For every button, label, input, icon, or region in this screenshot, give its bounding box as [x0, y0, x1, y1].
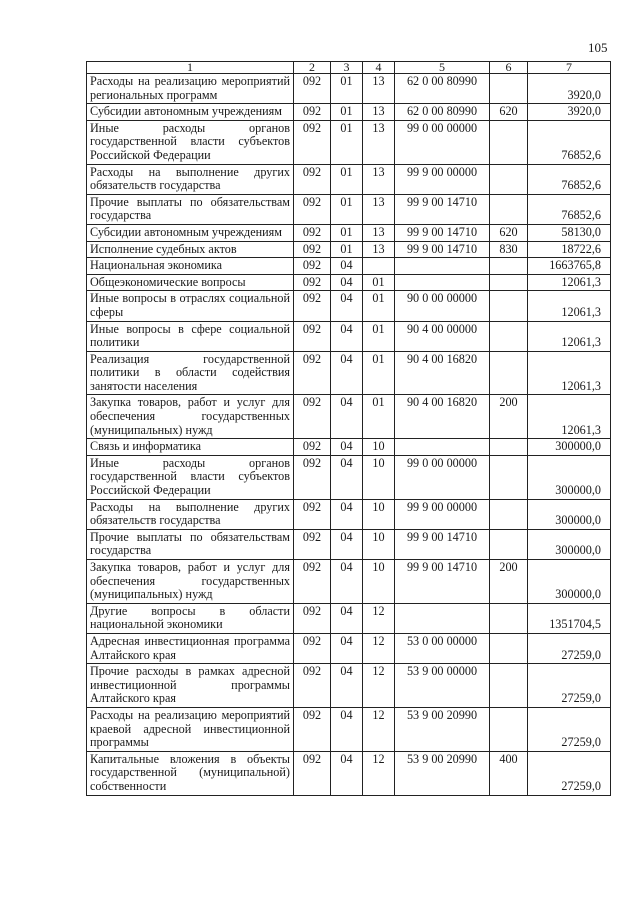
ministry-code-cell: 092 — [294, 395, 331, 439]
section-code-cell: 04 — [331, 529, 363, 559]
ministry-code-cell: 092 — [294, 258, 331, 275]
ministry-code-cell: 092 — [294, 499, 331, 529]
target-article-cell: 99 9 00 14710 — [395, 241, 490, 258]
table-row — [87, 529, 611, 559]
ministry-code-cell: 092 — [294, 274, 331, 291]
subsection-code-cell: 13 — [363, 120, 395, 164]
amount-cell: 3920,0 — [528, 104, 611, 121]
target-article-cell: 90 4 00 00000 — [395, 321, 490, 351]
row-name-cell: Расходы на выполнение других обязательств государства — [87, 164, 294, 194]
table-row — [87, 439, 611, 456]
table-row — [87, 224, 611, 241]
target-article-cell — [395, 439, 490, 456]
target-article-cell: 90 4 00 16820 — [395, 351, 490, 395]
subsection-code-cell: 12 — [363, 603, 395, 633]
section-code-cell: 04 — [331, 274, 363, 291]
page-number: 105 — [588, 40, 608, 55]
row-name-cell: Связь и информатика — [87, 439, 294, 456]
subsection-code-cell: 01 — [363, 291, 395, 321]
target-article-cell: 53 9 00 20990 — [395, 751, 490, 795]
section-code-cell: 01 — [331, 104, 363, 121]
subsection-code-cell — [363, 258, 395, 275]
row-name-cell: Иные вопросы в сфере социальной политики — [87, 321, 294, 351]
expense-type-cell: 620 — [490, 224, 528, 241]
section-code-cell: 04 — [331, 603, 363, 633]
subsection-code-cell: 13 — [363, 164, 395, 194]
expense-type-cell — [490, 529, 528, 559]
ministry-code-cell: 092 — [294, 603, 331, 633]
subsection-code-cell: 13 — [363, 241, 395, 258]
target-article-cell: 53 9 00 00000 — [395, 664, 490, 708]
amount-cell: 27259,0 — [528, 664, 611, 708]
subsection-code-cell: 13 — [363, 194, 395, 224]
expense-type-cell: 400 — [490, 751, 528, 795]
ministry-code-cell: 092 — [294, 664, 331, 708]
row-name-cell: Субсидии автономным учреждениям — [87, 104, 294, 121]
expense-type-cell — [490, 499, 528, 529]
row-name-cell: Общеэкономические вопросы — [87, 274, 294, 291]
section-code-cell: 04 — [331, 499, 363, 529]
table-row — [87, 603, 611, 633]
expense-type-cell — [490, 74, 528, 104]
ministry-code-cell: 092 — [294, 351, 331, 395]
amount-cell: 76852,6 — [528, 120, 611, 164]
row-name-cell: Расходы на реализацию мероприятий краевой адресной инвестиционной программы — [87, 707, 294, 751]
row-name-cell: Национальная экономика — [87, 258, 294, 275]
expense-type-cell — [490, 164, 528, 194]
row-name-cell: Расходы на реализацию мероприятий региональных программ — [87, 74, 294, 104]
ministry-code-cell: 092 — [294, 104, 331, 121]
target-article-cell: 99 9 00 14710 — [395, 560, 490, 604]
table-row — [87, 321, 611, 351]
expense-type-cell — [490, 291, 528, 321]
section-code-cell: 04 — [331, 664, 363, 708]
row-name-cell: Закупка товаров, работ и услуг для обеспечения государственных (муниципальных) нужд — [87, 395, 294, 439]
table-row — [87, 274, 611, 291]
table-row — [87, 194, 611, 224]
expense-type-cell: 200 — [490, 560, 528, 604]
table-row — [87, 560, 611, 604]
expense-type-cell: 830 — [490, 241, 528, 258]
target-article-cell — [395, 258, 490, 275]
section-code-cell: 04 — [331, 258, 363, 275]
ministry-code-cell: 092 — [294, 164, 331, 194]
amount-cell: 1663765,8 — [528, 258, 611, 275]
amount-cell: 27259,0 — [528, 633, 611, 663]
ministry-code-cell: 092 — [294, 120, 331, 164]
expense-type-cell — [490, 274, 528, 291]
table-row — [87, 633, 611, 663]
section-code-cell: 04 — [331, 395, 363, 439]
target-article-cell: 90 0 00 00000 — [395, 291, 490, 321]
section-code-cell: 04 — [331, 751, 363, 795]
subsection-code-cell: 01 — [363, 351, 395, 395]
amount-cell: 12061,3 — [528, 291, 611, 321]
amount-cell: 12061,3 — [528, 351, 611, 395]
subsection-code-cell: 13 — [363, 104, 395, 121]
amount-cell: 76852,6 — [528, 194, 611, 224]
amount-cell: 27259,0 — [528, 751, 611, 795]
target-article-cell: 62 0 00 80990 — [395, 104, 490, 121]
subsection-code-cell: 10 — [363, 529, 395, 559]
target-article-cell: 99 9 00 00000 — [395, 164, 490, 194]
section-code-cell: 01 — [331, 120, 363, 164]
ministry-code-cell: 092 — [294, 707, 331, 751]
subsection-code-cell: 13 — [363, 74, 395, 104]
table-row — [87, 395, 611, 439]
target-article-cell: 99 0 00 00000 — [395, 120, 490, 164]
expense-type-cell — [490, 258, 528, 275]
ministry-code-cell: 092 — [294, 194, 331, 224]
amount-cell: 18722,6 — [528, 241, 611, 258]
amount-cell: 300000,0 — [528, 560, 611, 604]
subsection-code-cell: 10 — [363, 439, 395, 456]
section-code-cell: 04 — [331, 455, 363, 499]
row-name-cell: Расходы на выполнение других обязательств государства — [87, 499, 294, 529]
ministry-code-cell: 092 — [294, 455, 331, 499]
expense-type-cell — [490, 633, 528, 663]
target-article-cell: 53 9 00 20990 — [395, 707, 490, 751]
expense-type-cell — [490, 455, 528, 499]
amount-cell: 300000,0 — [528, 455, 611, 499]
target-article-cell: 99 0 00 00000 — [395, 455, 490, 499]
table-row — [87, 104, 611, 121]
row-name-cell: Другие вопросы в области национальной экономики — [87, 603, 294, 633]
target-article-cell: 62 0 00 80990 — [395, 74, 490, 104]
subsection-code-cell: 12 — [363, 664, 395, 708]
subsection-code-cell: 01 — [363, 274, 395, 291]
expense-type-cell — [490, 194, 528, 224]
section-code-cell: 04 — [331, 633, 363, 663]
ministry-code-cell: 092 — [294, 291, 331, 321]
section-code-cell: 04 — [331, 707, 363, 751]
subsection-code-cell: 10 — [363, 499, 395, 529]
row-name-cell: Исполнение судебных актов — [87, 241, 294, 258]
subsection-code-cell: 01 — [363, 321, 395, 351]
ministry-code-cell: 092 — [294, 751, 331, 795]
row-name-cell: Субсидии автономным учреждениям — [87, 224, 294, 241]
amount-cell: 300000,0 — [528, 529, 611, 559]
amount-cell: 12061,3 — [528, 274, 611, 291]
row-name-cell: Адресная инвестиционная программа Алтайского края — [87, 633, 294, 663]
section-code-cell: 01 — [331, 194, 363, 224]
amount-cell: 1351704,5 — [528, 603, 611, 633]
table-row — [87, 455, 611, 499]
table-row — [87, 499, 611, 529]
amount-cell: 300000,0 — [528, 439, 611, 456]
target-article-cell — [395, 274, 490, 291]
table-row — [87, 164, 611, 194]
ministry-code-cell: 092 — [294, 633, 331, 663]
target-article-cell: 90 4 00 16820 — [395, 395, 490, 439]
expense-type-cell — [490, 664, 528, 708]
table-row — [87, 74, 611, 104]
table-row — [87, 664, 611, 708]
row-name-cell: Иные расходы органов государственной власти субъектов Российской Федерации — [87, 455, 294, 499]
expense-type-cell — [490, 321, 528, 351]
target-article-cell: 99 9 00 00000 — [395, 499, 490, 529]
amount-cell: 12061,3 — [528, 321, 611, 351]
subsection-code-cell: 12 — [363, 707, 395, 751]
subsection-code-cell: 10 — [363, 560, 395, 604]
row-name-cell: Реализация государственной политики в области содействия занятости населения — [87, 351, 294, 395]
expense-type-cell — [490, 707, 528, 751]
column-number: 3 — [331, 62, 363, 74]
table-row — [87, 351, 611, 395]
subsection-code-cell: 01 — [363, 395, 395, 439]
table-body — [87, 62, 611, 796]
ministry-code-cell: 092 — [294, 439, 331, 456]
amount-cell: 300000,0 — [528, 499, 611, 529]
ministry-code-cell: 092 — [294, 321, 331, 351]
expense-type-cell — [490, 603, 528, 633]
table-row — [87, 258, 611, 275]
ministry-code-cell: 092 — [294, 560, 331, 604]
section-code-cell: 04 — [331, 560, 363, 604]
row-name-cell: Прочие расходы в рамках адресной инвестиционной программы Алтайского края — [87, 664, 294, 708]
section-code-cell: 04 — [331, 351, 363, 395]
row-name-cell: Иные расходы органов государственной власти субъектов Российской Федерации — [87, 120, 294, 164]
ministry-code-cell: 092 — [294, 224, 331, 241]
section-code-cell: 04 — [331, 291, 363, 321]
amount-cell: 76852,6 — [528, 164, 611, 194]
row-name-cell: Иные вопросы в отраслях социальной сферы — [87, 291, 294, 321]
expense-type-cell — [490, 439, 528, 456]
amount-cell: 12061,3 — [528, 395, 611, 439]
ministry-code-cell: 092 — [294, 529, 331, 559]
section-code-cell: 01 — [331, 74, 363, 104]
expense-type-cell: 620 — [490, 104, 528, 121]
budget-table — [86, 61, 611, 796]
column-number-row — [87, 62, 611, 74]
column-number: 4 — [363, 62, 395, 74]
row-name-cell: Прочие выплаты по обязательствам государства — [87, 194, 294, 224]
expense-type-cell — [490, 120, 528, 164]
column-number: 2 — [294, 62, 331, 74]
table-row — [87, 707, 611, 751]
expense-type-cell: 200 — [490, 395, 528, 439]
section-code-cell: 01 — [331, 164, 363, 194]
target-article-cell: 53 0 00 00000 — [395, 633, 490, 663]
target-article-cell: 99 9 00 14710 — [395, 224, 490, 241]
section-code-cell: 04 — [331, 321, 363, 351]
row-name-cell: Капитальные вложения в объекты государственной (муниципальной) собственности — [87, 751, 294, 795]
subsection-code-cell: 13 — [363, 224, 395, 241]
table-row — [87, 751, 611, 795]
section-code-cell: 01 — [331, 241, 363, 258]
ministry-code-cell: 092 — [294, 241, 331, 258]
column-number: 7 — [528, 62, 611, 74]
column-number: 6 — [490, 62, 528, 74]
table-row — [87, 120, 611, 164]
target-article-cell: 99 9 00 14710 — [395, 529, 490, 559]
amount-cell: 58130,0 — [528, 224, 611, 241]
row-name-cell: Закупка товаров, работ и услуг для обеспечения государственных (муниципальных) нужд — [87, 560, 294, 604]
subsection-code-cell: 12 — [363, 633, 395, 663]
amount-cell: 3920,0 — [528, 74, 611, 104]
table-row — [87, 291, 611, 321]
table-row — [87, 241, 611, 258]
row-name-cell: Прочие выплаты по обязательствам государства — [87, 529, 294, 559]
column-number: 1 — [87, 62, 294, 74]
target-article-cell: 99 9 00 14710 — [395, 194, 490, 224]
amount-cell: 27259,0 — [528, 707, 611, 751]
column-number: 5 — [395, 62, 490, 74]
target-article-cell — [395, 603, 490, 633]
expense-type-cell — [490, 351, 528, 395]
subsection-code-cell: 12 — [363, 751, 395, 795]
section-code-cell: 04 — [331, 439, 363, 456]
ministry-code-cell: 092 — [294, 74, 331, 104]
section-code-cell: 01 — [331, 224, 363, 241]
subsection-code-cell: 10 — [363, 455, 395, 499]
